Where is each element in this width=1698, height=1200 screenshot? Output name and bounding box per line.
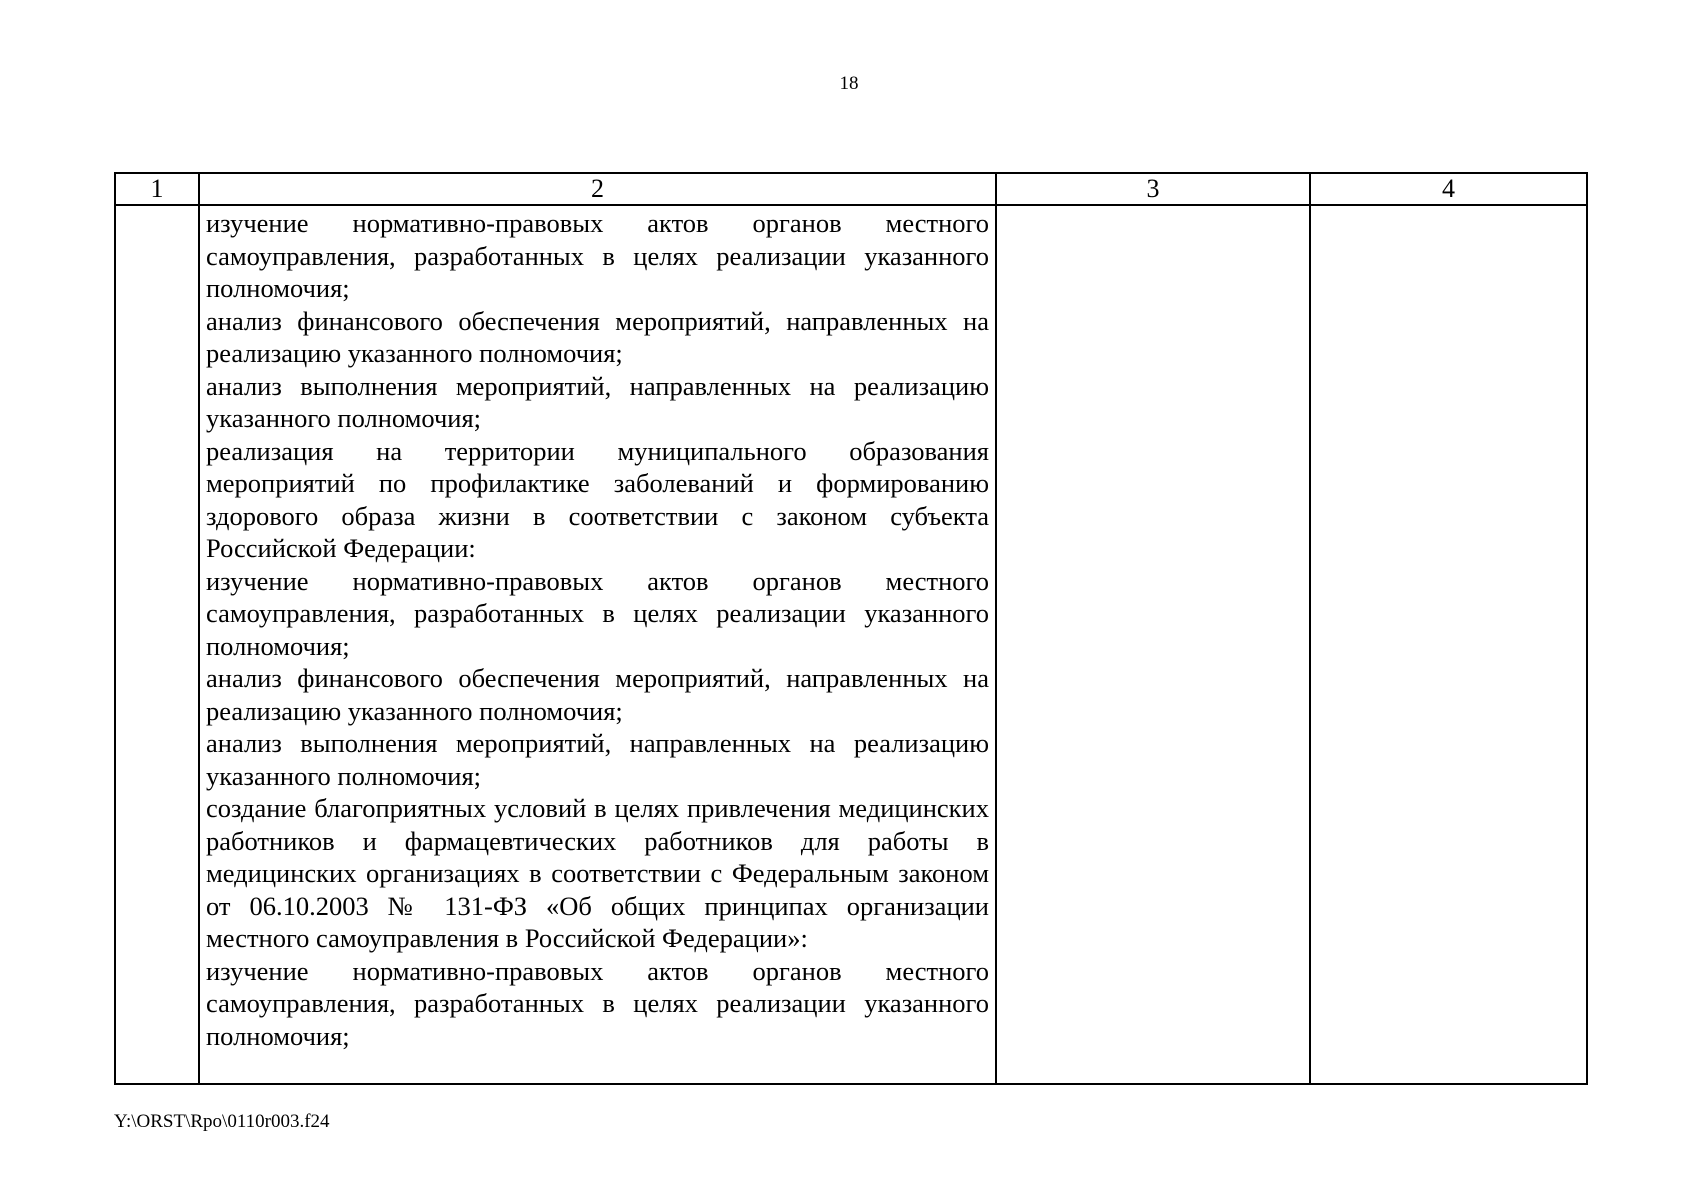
- footer-file-path: Y:\ORST\Rpo\0110r003.f24: [114, 1111, 330, 1132]
- column-header-3: 3: [996, 173, 1310, 205]
- column-header-2: 2: [199, 173, 996, 205]
- paragraph-financial-analysis: анализ финансового обеспечения мероприятий, направленных на реализацию указанного полномочия;: [206, 305, 989, 368]
- paragraph-financial-analysis: анализ финансового обеспечения мероприятий, направленных на реализацию указанного полномочия;: [206, 663, 989, 726]
- paragraph-prevention-measures: реализация на территории муниципального образования мероприятий по профилактике заболеваний и формированию здорового образа жизни в соответствии с законом субъекта Российской Федерации:: [206, 435, 989, 563]
- column-header-1: 1: [115, 173, 199, 205]
- paragraph-execution-analysis: анализ выполнения мероприятий, направленных на реализацию указанного полномочия;: [206, 728, 989, 791]
- paragraph-study-acts: изучение нормативно-правовых актов органов местного самоуправления, разработанных в целях реализации указанного полномочия;: [206, 208, 989, 303]
- row-cell-3: [996, 205, 1310, 1084]
- table-row: [115, 205, 1587, 1084]
- row-cell-4: [1310, 205, 1587, 1084]
- document-table: [114, 172, 1588, 1085]
- column-header-4: 4: [1310, 173, 1587, 205]
- paragraph-favorable-conditions: создание благоприятных условий в целях привлечения медицинских работников и фармацевтических работников для работы в медицинских организациях в соответствии с Федеральным законом от 06.10.2003 № 131-ФЗ «Об общих принципах организации местного самоуправления в Российской Федерации»:: [206, 793, 989, 953]
- row-cell-2: [199, 205, 996, 1084]
- table-header-row: [115, 173, 1587, 205]
- paragraph-study-acts: изучение нормативно-правовых актов органов местного самоуправления, разработанных в целях реализации указанного полномочия;: [206, 955, 989, 1051]
- paragraph-execution-analysis: анализ выполнения мероприятий, направленных на реализацию указанного полномочия;: [206, 370, 989, 433]
- row-cell-1: [115, 205, 199, 1084]
- paragraph-study-acts: изучение нормативно-правовых актов органов местного самоуправления, разработанных в целях реализации указанного полномочия;: [206, 565, 989, 661]
- page-number: 18: [839, 73, 859, 94]
